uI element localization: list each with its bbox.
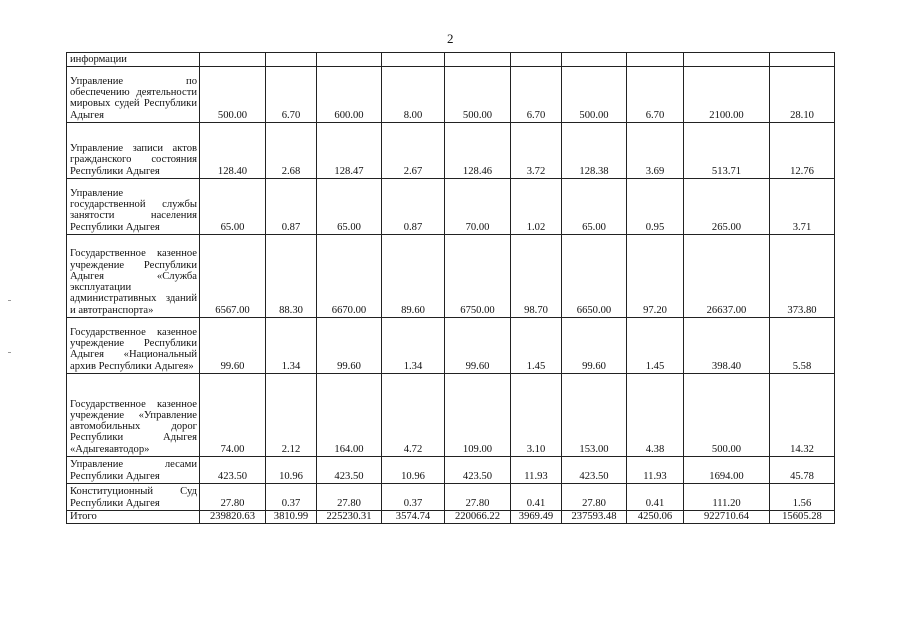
table-cell: 5.58 bbox=[770, 318, 835, 374]
row-label: Государственное казенное учреждение «Управление автомобильных дорог Республики Адыгея «Адыгеяавтодор» bbox=[67, 374, 200, 457]
table-cell: 513.71 bbox=[684, 123, 770, 179]
table-cell: 11.93 bbox=[627, 457, 684, 484]
table-cell: 27.80 bbox=[317, 484, 382, 511]
table-cell: 65.00 bbox=[317, 179, 382, 235]
table-cell bbox=[382, 53, 445, 67]
table-cell: 0.95 bbox=[627, 179, 684, 235]
table-cell: 10.96 bbox=[382, 457, 445, 484]
table-cell: 4.72 bbox=[382, 374, 445, 457]
table-row bbox=[67, 123, 835, 179]
table-cell: 1.45 bbox=[511, 318, 562, 374]
table-cell: 6.70 bbox=[266, 67, 317, 123]
margin-mark bbox=[8, 352, 11, 353]
table-cell: 2100.00 bbox=[684, 67, 770, 123]
table-row bbox=[67, 318, 835, 374]
table-cell: 128.47 bbox=[317, 123, 382, 179]
page-number: 2 bbox=[447, 31, 454, 46]
margin-mark bbox=[8, 300, 11, 301]
table-cell: 600.00 bbox=[317, 67, 382, 123]
table-row bbox=[67, 53, 835, 67]
table-cell: 99.60 bbox=[445, 318, 511, 374]
table-cell: 27.80 bbox=[200, 484, 266, 511]
table-cell: 109.00 bbox=[445, 374, 511, 457]
table-cell: 99.60 bbox=[562, 318, 627, 374]
table-cell: 0.41 bbox=[511, 484, 562, 511]
table-cell: 423.50 bbox=[317, 457, 382, 484]
table-cell: 6.70 bbox=[627, 67, 684, 123]
table-cell: 423.50 bbox=[200, 457, 266, 484]
table-cell bbox=[770, 53, 835, 67]
row-label: информации bbox=[67, 53, 200, 67]
table-row bbox=[67, 67, 835, 123]
table-cell: 2.12 bbox=[266, 374, 317, 457]
table-cell: 3.71 bbox=[770, 179, 835, 235]
table-cell: 89.60 bbox=[382, 235, 445, 318]
table-cell: 65.00 bbox=[200, 179, 266, 235]
table-cell: 1.02 bbox=[511, 179, 562, 235]
table-cell: 15605.28 bbox=[770, 511, 835, 524]
table-body bbox=[67, 53, 835, 524]
table-cell: 111.20 bbox=[684, 484, 770, 511]
table-cell: 265.00 bbox=[684, 179, 770, 235]
table-cell: 164.00 bbox=[317, 374, 382, 457]
table-cell: 220066.22 bbox=[445, 511, 511, 524]
row-label: Управление лесами Республики Адыгея bbox=[67, 457, 200, 484]
table-row bbox=[67, 511, 835, 524]
table-cell: 1.34 bbox=[382, 318, 445, 374]
table-cell bbox=[627, 53, 684, 67]
table-cell bbox=[562, 53, 627, 67]
table-cell: 0.87 bbox=[382, 179, 445, 235]
table-cell: 6.70 bbox=[511, 67, 562, 123]
row-label: Государственное казенное учреждение Республики Адыгея «Национальный архив Республики Адыгея» bbox=[67, 318, 200, 374]
table-cell: 500.00 bbox=[562, 67, 627, 123]
table-cell: 6670.00 bbox=[317, 235, 382, 318]
row-label: Конституционный Суд Республики Адыгея bbox=[67, 484, 200, 511]
table-row bbox=[67, 179, 835, 235]
table-cell: 153.00 bbox=[562, 374, 627, 457]
table-cell: 26637.00 bbox=[684, 235, 770, 318]
table-cell: 3.72 bbox=[511, 123, 562, 179]
table-cell: 423.50 bbox=[445, 457, 511, 484]
table-row bbox=[67, 484, 835, 511]
table-cell: 28.10 bbox=[770, 67, 835, 123]
row-label: Итого bbox=[67, 511, 200, 524]
table-cell: 0.37 bbox=[382, 484, 445, 511]
row-label: Государственное казенное учреждение Республики Адыгея «Служба эксплуатации административных зданий и автотранспорта» bbox=[67, 235, 200, 318]
table-cell: 128.40 bbox=[200, 123, 266, 179]
table-cell bbox=[317, 53, 382, 67]
row-label: Управление государственной службы занятости населения Республики Адыгея bbox=[67, 179, 200, 235]
table-cell bbox=[266, 53, 317, 67]
table-cell: 3574.74 bbox=[382, 511, 445, 524]
table-cell: 65.00 bbox=[562, 179, 627, 235]
table-cell: 99.60 bbox=[317, 318, 382, 374]
table-cell: 225230.31 bbox=[317, 511, 382, 524]
table-cell: 3969.49 bbox=[511, 511, 562, 524]
table-cell: 97.20 bbox=[627, 235, 684, 318]
table-cell: 2.67 bbox=[382, 123, 445, 179]
table-cell: 99.60 bbox=[200, 318, 266, 374]
table-row bbox=[67, 235, 835, 318]
table-cell: 98.70 bbox=[511, 235, 562, 318]
table-cell: 88.30 bbox=[266, 235, 317, 318]
table-cell: 0.87 bbox=[266, 179, 317, 235]
table-row bbox=[67, 374, 835, 457]
table-cell: 27.80 bbox=[445, 484, 511, 511]
table-cell: 70.00 bbox=[445, 179, 511, 235]
table-cell bbox=[200, 53, 266, 67]
row-label: Управление записи актов гражданского состояния Республики Адыгея bbox=[67, 123, 200, 179]
table-cell: 14.32 bbox=[770, 374, 835, 457]
table-cell: 398.40 bbox=[684, 318, 770, 374]
table-cell: 4250.06 bbox=[627, 511, 684, 524]
table-cell: 2.68 bbox=[266, 123, 317, 179]
table-cell: 0.37 bbox=[266, 484, 317, 511]
table-cell: 3.69 bbox=[627, 123, 684, 179]
row-label: Управление по обеспечению деятельности мировых судей Республики Адыгея bbox=[67, 67, 200, 123]
table-cell: 0.41 bbox=[627, 484, 684, 511]
table-cell: 1694.00 bbox=[684, 457, 770, 484]
table-cell: 3.10 bbox=[511, 374, 562, 457]
table-cell: 1.56 bbox=[770, 484, 835, 511]
table-cell: 45.78 bbox=[770, 457, 835, 484]
table-cell: 500.00 bbox=[200, 67, 266, 123]
table-cell: 6750.00 bbox=[445, 235, 511, 318]
table-cell: 10.96 bbox=[266, 457, 317, 484]
table-cell bbox=[684, 53, 770, 67]
expenditure-table bbox=[66, 52, 835, 524]
table-cell: 4.38 bbox=[627, 374, 684, 457]
table-cell: 423.50 bbox=[562, 457, 627, 484]
table-cell bbox=[511, 53, 562, 67]
table-cell: 128.46 bbox=[445, 123, 511, 179]
table-cell: 1.34 bbox=[266, 318, 317, 374]
table-cell: 8.00 bbox=[382, 67, 445, 123]
table-row bbox=[67, 457, 835, 484]
table-cell: 6650.00 bbox=[562, 235, 627, 318]
table-cell: 1.45 bbox=[627, 318, 684, 374]
table-cell: 500.00 bbox=[684, 374, 770, 457]
table-cell: 27.80 bbox=[562, 484, 627, 511]
table-cell: 922710.64 bbox=[684, 511, 770, 524]
table-cell: 373.80 bbox=[770, 235, 835, 318]
table-cell: 6567.00 bbox=[200, 235, 266, 318]
table-cell: 128.38 bbox=[562, 123, 627, 179]
table-cell: 239820.63 bbox=[200, 511, 266, 524]
table-cell: 11.93 bbox=[511, 457, 562, 484]
table-cell: 237593.48 bbox=[562, 511, 627, 524]
table-cell: 12.76 bbox=[770, 123, 835, 179]
table-cell: 3810.99 bbox=[266, 511, 317, 524]
table-cell: 500.00 bbox=[445, 67, 511, 123]
table-cell: 74.00 bbox=[200, 374, 266, 457]
table-cell bbox=[445, 53, 511, 67]
